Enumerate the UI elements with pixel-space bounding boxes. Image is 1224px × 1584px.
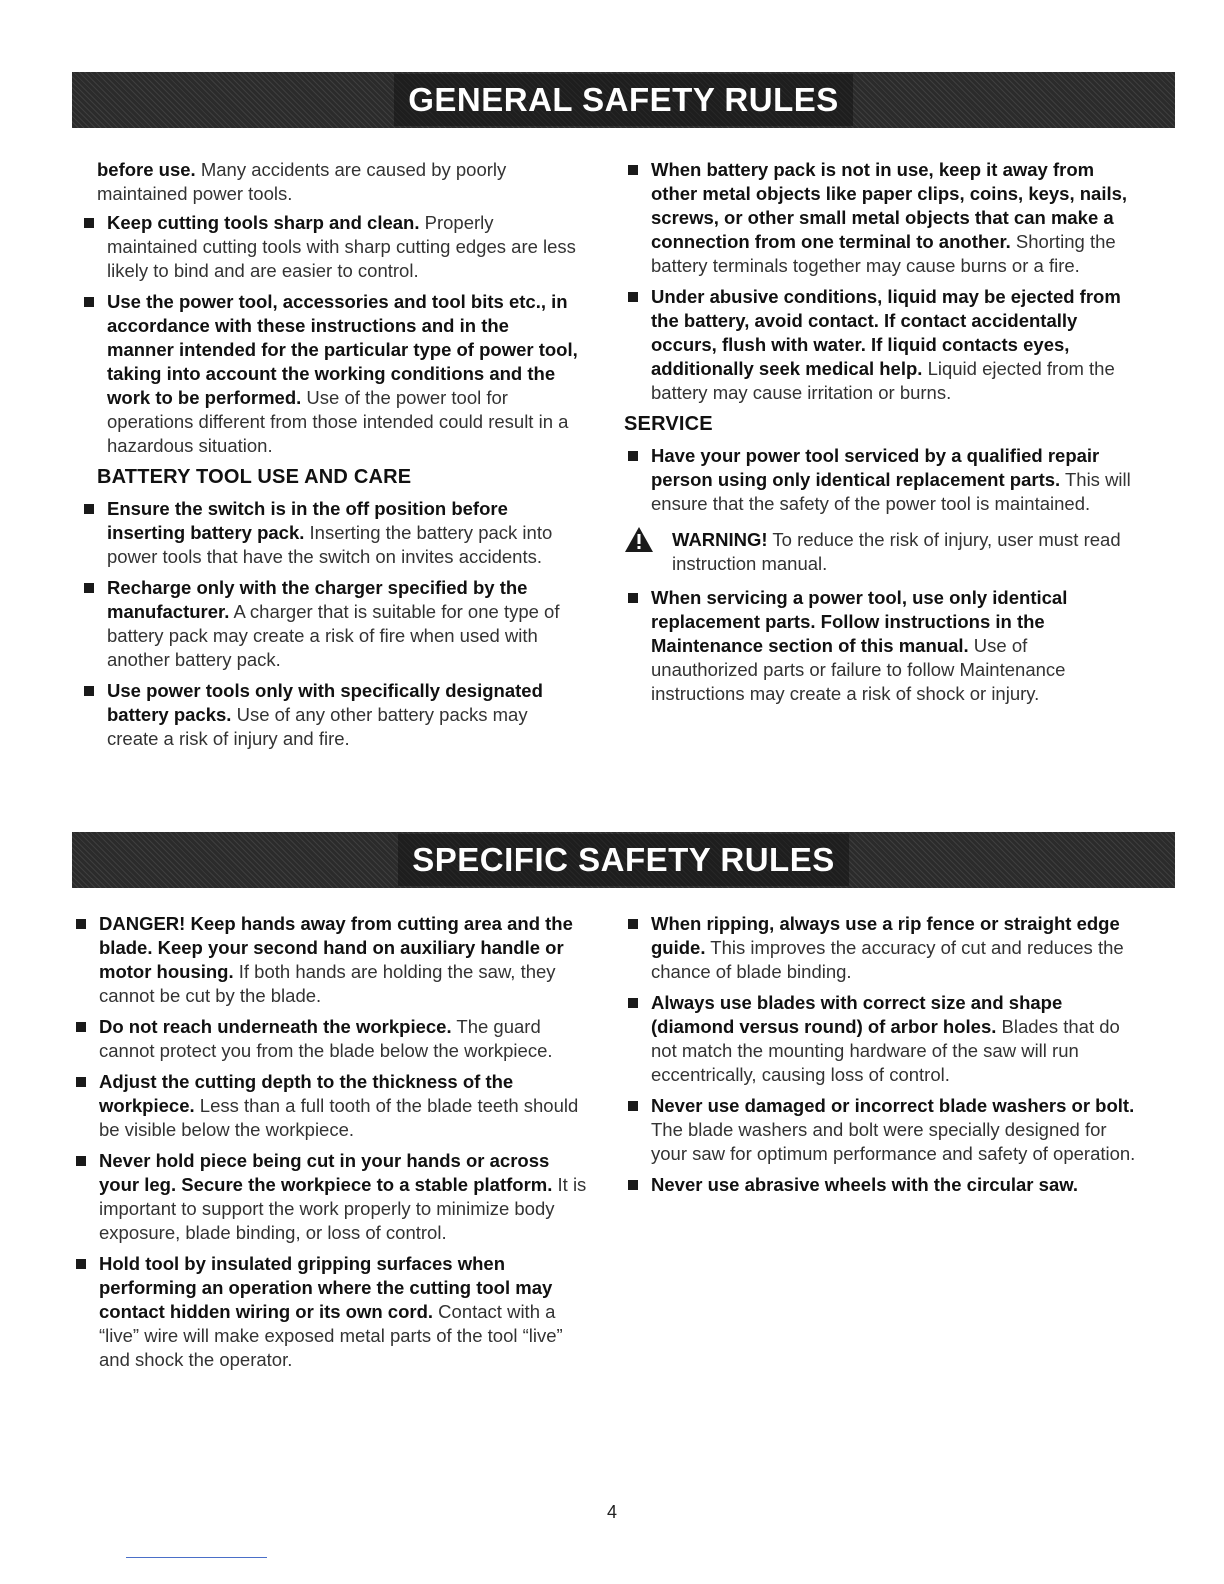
item-text: Less than a full tooth of the blade teeth should be visible below the workpiece. <box>99 1095 579 1140</box>
item-bold-text: Recharge only with the charger specified by the manufacturer. <box>107 577 528 622</box>
square-bullet-icon <box>628 919 638 929</box>
item-bold-text: Keep cutting tools sharp and clean. <box>107 212 420 233</box>
list-item <box>80 158 580 206</box>
square-bullet-icon <box>76 1259 86 1269</box>
item-bold-text: Use the power tool, accessories and tool bits etc., in accordance with these instructions and in the manner intended for the particular type of power tool, taking into account the working conditions and the work to be performed. <box>107 291 578 408</box>
item-bold-text: Hold tool by insulated gripping surfaces when performing an operation where the cutting tool may contact hidden wiring or its own cord. <box>99 1253 553 1322</box>
square-bullet-icon <box>84 686 94 696</box>
general-safety-rules-title: GENERAL SAFETY RULES <box>394 74 853 126</box>
page-number: 4 <box>606 1502 617 1522</box>
list-item <box>80 576 580 672</box>
item-text: Contact with a “live” wire will make exposed metal parts of the tool “live” and shock the operator. <box>99 1301 563 1370</box>
specific-right-column <box>624 912 1139 1204</box>
item-bold-text: When ripping, always use a rip fence or straight edge guide. <box>651 913 1120 958</box>
item-bold-text: Under abusive conditions, liquid may be ejected from the battery, avoid contact. If contact accidentally occurs, flush with water. If liquid contacts eyes, additionally seek medical help. <box>651 286 1121 379</box>
warning-triangle-icon <box>624 526 654 553</box>
item-bold-text: Never hold piece being cut in your hands or across your leg. Secure the workpiece to a stable platform. <box>99 1150 553 1195</box>
specific-safety-rules-banner <box>72 832 1175 888</box>
square-bullet-icon <box>76 1156 86 1166</box>
list-item <box>624 991 1139 1087</box>
list-item <box>624 586 1139 706</box>
warning-notice <box>624 528 1139 576</box>
item-bold-text: When battery pack is not in use, keep it away from other metal objects like paper clips, coins, keys, nails, screws, or other small metal objects that can make a connection from one terminal to another. <box>651 159 1128 252</box>
list-item <box>80 290 580 458</box>
warning-text: To reduce the risk of injury, user must read instruction manual. <box>672 529 1121 574</box>
list-item <box>624 285 1139 405</box>
square-bullet-icon <box>76 919 86 929</box>
square-bullet-icon <box>628 1101 638 1111</box>
general-left-column <box>80 158 580 758</box>
footer-rule <box>126 1557 267 1558</box>
item-text: The guard cannot protect you from the blade below the workpiece. <box>99 1016 553 1061</box>
specific-left-column <box>72 912 592 1379</box>
square-bullet-icon <box>84 297 94 307</box>
item-text: If both hands are holding the saw, they cannot be cut by the blade. <box>99 961 556 1006</box>
item-text: Inserting the battery pack into power tools that have the switch on invites accidents. <box>107 522 553 567</box>
item-text: Shorting the battery terminals together may cause burns or a fire. <box>651 231 1116 276</box>
list-item <box>624 912 1139 984</box>
item-bold-text: DANGER! Keep hands away from cutting area and the blade. Keep your second hand on auxiliary handle or motor housing. <box>99 913 573 982</box>
list-item <box>72 1070 592 1142</box>
battery-tool-use-heading: BATTERY TOOL USE AND CARE <box>97 466 412 488</box>
square-bullet-icon <box>76 1022 86 1032</box>
item-bold-text: Never use abrasive wheels with the circular saw. <box>651 1174 1079 1195</box>
list-item <box>80 679 580 751</box>
list-item <box>80 497 580 569</box>
specific-safety-rules-title: SPECIFIC SAFETY RULES <box>398 834 848 886</box>
item-bold-text: Always use blades with correct size and shape (diamond versus round) of arbor holes. <box>651 992 1063 1037</box>
item-text: The blade washers and bolt were specially designed for your saw for optimum performance and safety of operation. <box>651 1119 1136 1164</box>
item-text: Blades that do not match the mounting hardware of the saw will run eccentrically, causing loss of control. <box>651 1016 1120 1085</box>
item-text: It is important to support the work properly to minimize body exposure, blade binding, or loss of control. <box>99 1174 587 1243</box>
item-text: This will ensure that the safety of the power tool is maintained. <box>651 469 1131 514</box>
square-bullet-icon <box>628 165 638 175</box>
item-bold-text: Ensure the switch is in the off position before inserting battery pack. <box>107 498 508 543</box>
item-text: Properly maintained cutting tools with sharp cutting edges are less likely to bind and are easier to control. <box>107 212 576 281</box>
list-item <box>624 1094 1139 1166</box>
square-bullet-icon <box>628 451 638 461</box>
list-item <box>72 1252 592 1372</box>
square-bullet-icon <box>628 1180 638 1190</box>
list-item <box>624 444 1139 516</box>
item-bold-text: Use power tools only with specifically designated battery packs. <box>107 680 543 725</box>
list-item <box>72 1015 592 1063</box>
list-item <box>72 912 592 1008</box>
service-heading: SERVICE <box>624 413 713 435</box>
square-bullet-icon <box>84 504 94 514</box>
item-text: Use of the power tool for operations different from those intended could result in a hazardous situation. <box>107 387 569 456</box>
item-bold-text: When servicing a power tool, use only identical replacement parts. Follow instructions in the Maintenance section of this manual. <box>651 587 1068 656</box>
general-right-column <box>624 158 1139 713</box>
item-text: Liquid ejected from the battery may cause irritation or burns. <box>651 358 1115 403</box>
item-bold-text: Adjust the cutting depth to the thickness of the workpiece. <box>99 1071 514 1116</box>
item-text: Use of any other battery packs may create a risk of injury and fire. <box>107 704 528 749</box>
square-bullet-icon <box>84 583 94 593</box>
square-bullet-icon <box>628 593 638 603</box>
list-item <box>72 1149 592 1245</box>
square-bullet-icon <box>628 292 638 302</box>
item-text: This improves the accuracy of cut and reduces the chance of blade binding. <box>651 937 1124 982</box>
item-text: Use of unauthorized parts or failure to follow Maintenance instructions may create a risk of shock or injury. <box>651 635 1066 704</box>
warning-label: WARNING! <box>672 529 768 550</box>
list-item <box>624 1173 1139 1197</box>
item-text: Many accidents are caused by poorly maintained power tools. <box>97 159 507 204</box>
item-bold-text: Have your power tool serviced by a qualified repair person using only identical replacement parts. <box>651 445 1100 490</box>
item-bold-text: Do not reach underneath the workpiece. <box>99 1016 452 1037</box>
item-bold-text: before use. <box>97 159 196 180</box>
square-bullet-icon <box>76 1077 86 1087</box>
square-bullet-icon <box>628 998 638 1008</box>
item-text: A charger that is suitable for one type of battery pack may create a risk of fire when used with another battery pack. <box>107 601 560 670</box>
list-item <box>80 211 580 283</box>
square-bullet-icon <box>84 218 94 228</box>
list-item <box>624 158 1139 278</box>
general-safety-rules-banner <box>72 72 1175 128</box>
item-bold-text: Never use damaged or incorrect blade washers or bolt. <box>651 1095 1135 1116</box>
